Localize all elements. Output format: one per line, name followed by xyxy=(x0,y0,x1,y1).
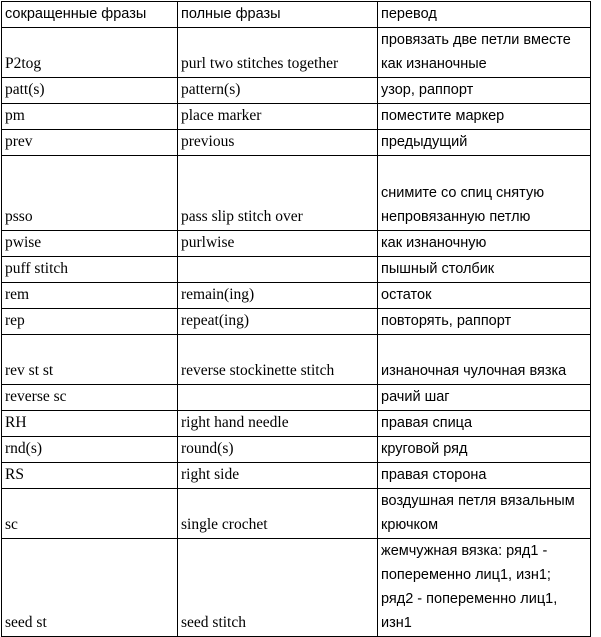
translation-cell: повторять, раппорт xyxy=(378,309,591,335)
table-row xyxy=(2,437,591,463)
full-cell: place marker xyxy=(178,104,378,130)
abbr-cell: prev xyxy=(2,130,178,156)
abbr-cell: rep xyxy=(2,309,178,335)
header-abbreviation: сокращенные фразы xyxy=(2,2,178,28)
translation-cell: поместите маркер xyxy=(378,104,591,130)
full-cell: right hand needle xyxy=(178,411,378,437)
translation-cell xyxy=(378,539,591,637)
full-cell: reverse stockinette stitch xyxy=(178,335,378,385)
table-row xyxy=(2,130,591,156)
abbr-cell: seed st xyxy=(2,539,178,637)
translation-cell: остаток xyxy=(378,283,591,309)
abbr-cell: RS xyxy=(2,463,178,489)
abbreviations-table xyxy=(1,1,591,637)
header-translation: перевод xyxy=(378,2,591,28)
abbr-cell: sc xyxy=(2,489,178,539)
full-cell: previous xyxy=(178,130,378,156)
abbr-cell: pwise xyxy=(2,231,178,257)
translation-cell: рачий шаг xyxy=(378,385,591,411)
abbr-cell: rem xyxy=(2,283,178,309)
abbr-cell: pm xyxy=(2,104,178,130)
translation-cell: как изнаночную xyxy=(378,231,591,257)
translation-cell xyxy=(378,28,591,78)
translation-text: провязать две петли вместе как изнаночные xyxy=(381,32,571,72)
table-row xyxy=(2,257,591,283)
translation-cell: узор, раппорт xyxy=(378,78,591,104)
full-cell: right side xyxy=(178,463,378,489)
table-row xyxy=(2,156,591,231)
full-cell: single crochet xyxy=(178,489,378,539)
table-row xyxy=(2,411,591,437)
translation-cell: правая спица xyxy=(378,411,591,437)
table-row xyxy=(2,385,591,411)
table-row xyxy=(2,28,591,78)
translation-cell xyxy=(378,156,591,231)
table-row xyxy=(2,309,591,335)
abbr-cell: P2tog xyxy=(2,28,178,78)
full-cell: pattern(s) xyxy=(178,78,378,104)
abbr-cell: reverse sc xyxy=(2,385,178,411)
translation-text: изнаночная чулочная вязка xyxy=(381,363,567,379)
table-row xyxy=(2,489,591,539)
translation-cell: предыдущий xyxy=(378,130,591,156)
translation-cell xyxy=(378,335,591,385)
table-row xyxy=(2,463,591,489)
full-cell: purl two stitches together xyxy=(178,28,378,78)
header-row xyxy=(2,2,591,28)
abbr-cell: rev st st xyxy=(2,335,178,385)
table-row xyxy=(2,78,591,104)
table-row xyxy=(2,231,591,257)
table-row xyxy=(2,104,591,130)
translation-cell: правая сторона xyxy=(378,463,591,489)
translation-text: снимите со спиц снятую непровязанную петлю xyxy=(381,185,545,225)
full-cell xyxy=(178,257,378,283)
table-row xyxy=(2,335,591,385)
abbr-cell: patt(s) xyxy=(2,78,178,104)
full-cell: seed stitch xyxy=(178,539,378,637)
table-row xyxy=(2,283,591,309)
translation-text: воздушная петля вязальным крючком xyxy=(381,493,575,533)
header-full-phrase: полные фразы xyxy=(178,2,378,28)
abbr-cell: psso xyxy=(2,156,178,231)
abbr-cell: RH xyxy=(2,411,178,437)
table-row xyxy=(2,539,591,637)
full-cell xyxy=(178,385,378,411)
translation-cell: круговой ряд xyxy=(378,437,591,463)
translation-cell: пышный столбик xyxy=(378,257,591,283)
abbr-cell: puff stitch xyxy=(2,257,178,283)
translation-text: жемчужная вязка: ряд1 - попеременно лиц1, изн1; ряд2 - попеременно лиц1, изн1 xyxy=(381,543,558,631)
full-cell: round(s) xyxy=(178,437,378,463)
abbr-cell: rnd(s) xyxy=(2,437,178,463)
full-cell: pass slip stitch over xyxy=(178,156,378,231)
translation-cell xyxy=(378,489,591,539)
full-cell: purlwise xyxy=(178,231,378,257)
full-cell: remain(ing) xyxy=(178,283,378,309)
full-cell: repeat(ing) xyxy=(178,309,378,335)
